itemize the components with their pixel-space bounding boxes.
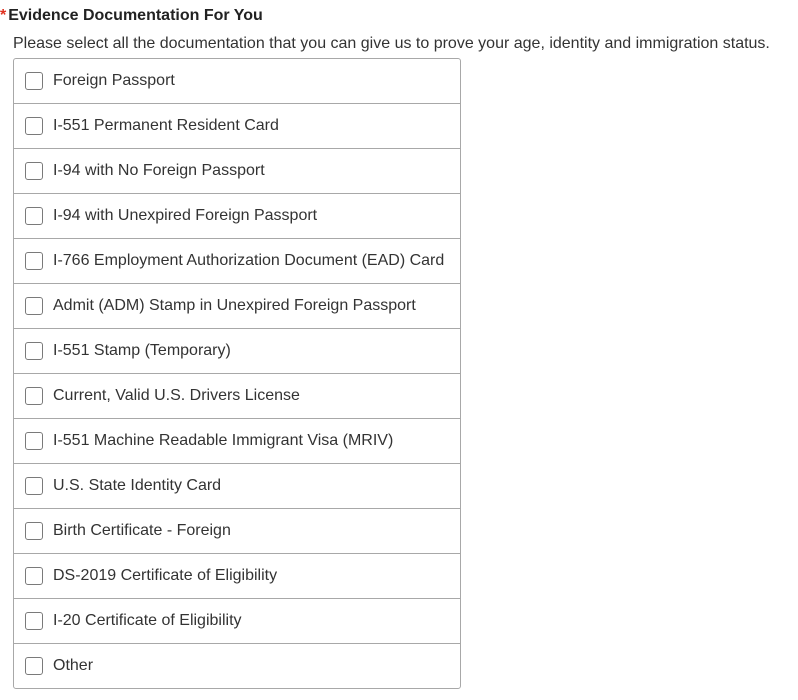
option-i94-unexpired-foreign-passport[interactable] bbox=[14, 194, 460, 239]
checkbox-icon[interactable] bbox=[25, 162, 43, 180]
option-i20-certificate[interactable] bbox=[14, 599, 460, 644]
checkbox-icon[interactable] bbox=[25, 522, 43, 540]
field-title bbox=[0, 7, 263, 25]
option-label: I-94 with No Foreign Passport bbox=[53, 162, 265, 179]
option-label: I-551 Machine Readable Immigrant Visa (MRIV) bbox=[53, 432, 394, 449]
option-ds2019-certificate[interactable] bbox=[14, 554, 460, 599]
checkbox-icon[interactable] bbox=[25, 432, 43, 450]
option-label: Current, Valid U.S. Drivers License bbox=[53, 387, 300, 404]
option-label: U.S. State Identity Card bbox=[53, 477, 222, 494]
checkbox-group bbox=[13, 58, 461, 689]
option-label: Foreign Passport bbox=[53, 72, 175, 89]
field-title-text: Evidence Documentation For You bbox=[8, 7, 263, 24]
option-i551-stamp-temporary[interactable] bbox=[14, 329, 460, 374]
option-label: I-94 with Unexpired Foreign Passport bbox=[53, 207, 318, 224]
option-us-drivers-license[interactable] bbox=[14, 374, 460, 419]
checkbox-icon[interactable] bbox=[25, 252, 43, 270]
option-label: Admit (ADM) Stamp in Unexpired Foreign Passport bbox=[53, 297, 416, 314]
checkbox-icon[interactable] bbox=[25, 117, 43, 135]
checkbox-icon[interactable] bbox=[25, 612, 43, 630]
field-help-text: Please select all the documentation that you can give us to prove your age, identity and immigration status. bbox=[13, 35, 770, 52]
option-adm-stamp[interactable] bbox=[14, 284, 460, 329]
checkbox-icon[interactable] bbox=[25, 657, 43, 675]
option-i551-mriv[interactable] bbox=[14, 419, 460, 464]
checkbox-icon[interactable] bbox=[25, 342, 43, 360]
option-label: DS-2019 Certificate of Eligibility bbox=[53, 567, 278, 584]
checkbox-icon[interactable] bbox=[25, 297, 43, 315]
option-i766-ead-card[interactable] bbox=[14, 239, 460, 284]
option-us-state-identity-card[interactable] bbox=[14, 464, 460, 509]
checkbox-icon[interactable] bbox=[25, 477, 43, 495]
option-foreign-passport[interactable] bbox=[14, 59, 460, 104]
option-label: Other bbox=[53, 657, 94, 674]
option-i551-permanent-resident-card[interactable] bbox=[14, 104, 460, 149]
checkbox-icon[interactable] bbox=[25, 72, 43, 90]
option-label: I-766 Employment Authorization Document (EAD) Card bbox=[53, 252, 445, 269]
option-birth-certificate-foreign[interactable] bbox=[14, 509, 460, 554]
required-marker: * bbox=[0, 7, 7, 24]
checkbox-icon[interactable] bbox=[25, 207, 43, 225]
option-other[interactable] bbox=[14, 644, 460, 688]
option-label: I-551 Permanent Resident Card bbox=[53, 117, 279, 134]
option-label: Birth Certificate - Foreign bbox=[53, 522, 231, 539]
option-i94-no-foreign-passport[interactable] bbox=[14, 149, 460, 194]
option-label: I-20 Certificate of Eligibility bbox=[53, 612, 242, 629]
checkbox-icon[interactable] bbox=[25, 567, 43, 585]
checkbox-icon[interactable] bbox=[25, 387, 43, 405]
option-label: I-551 Stamp (Temporary) bbox=[53, 342, 231, 359]
